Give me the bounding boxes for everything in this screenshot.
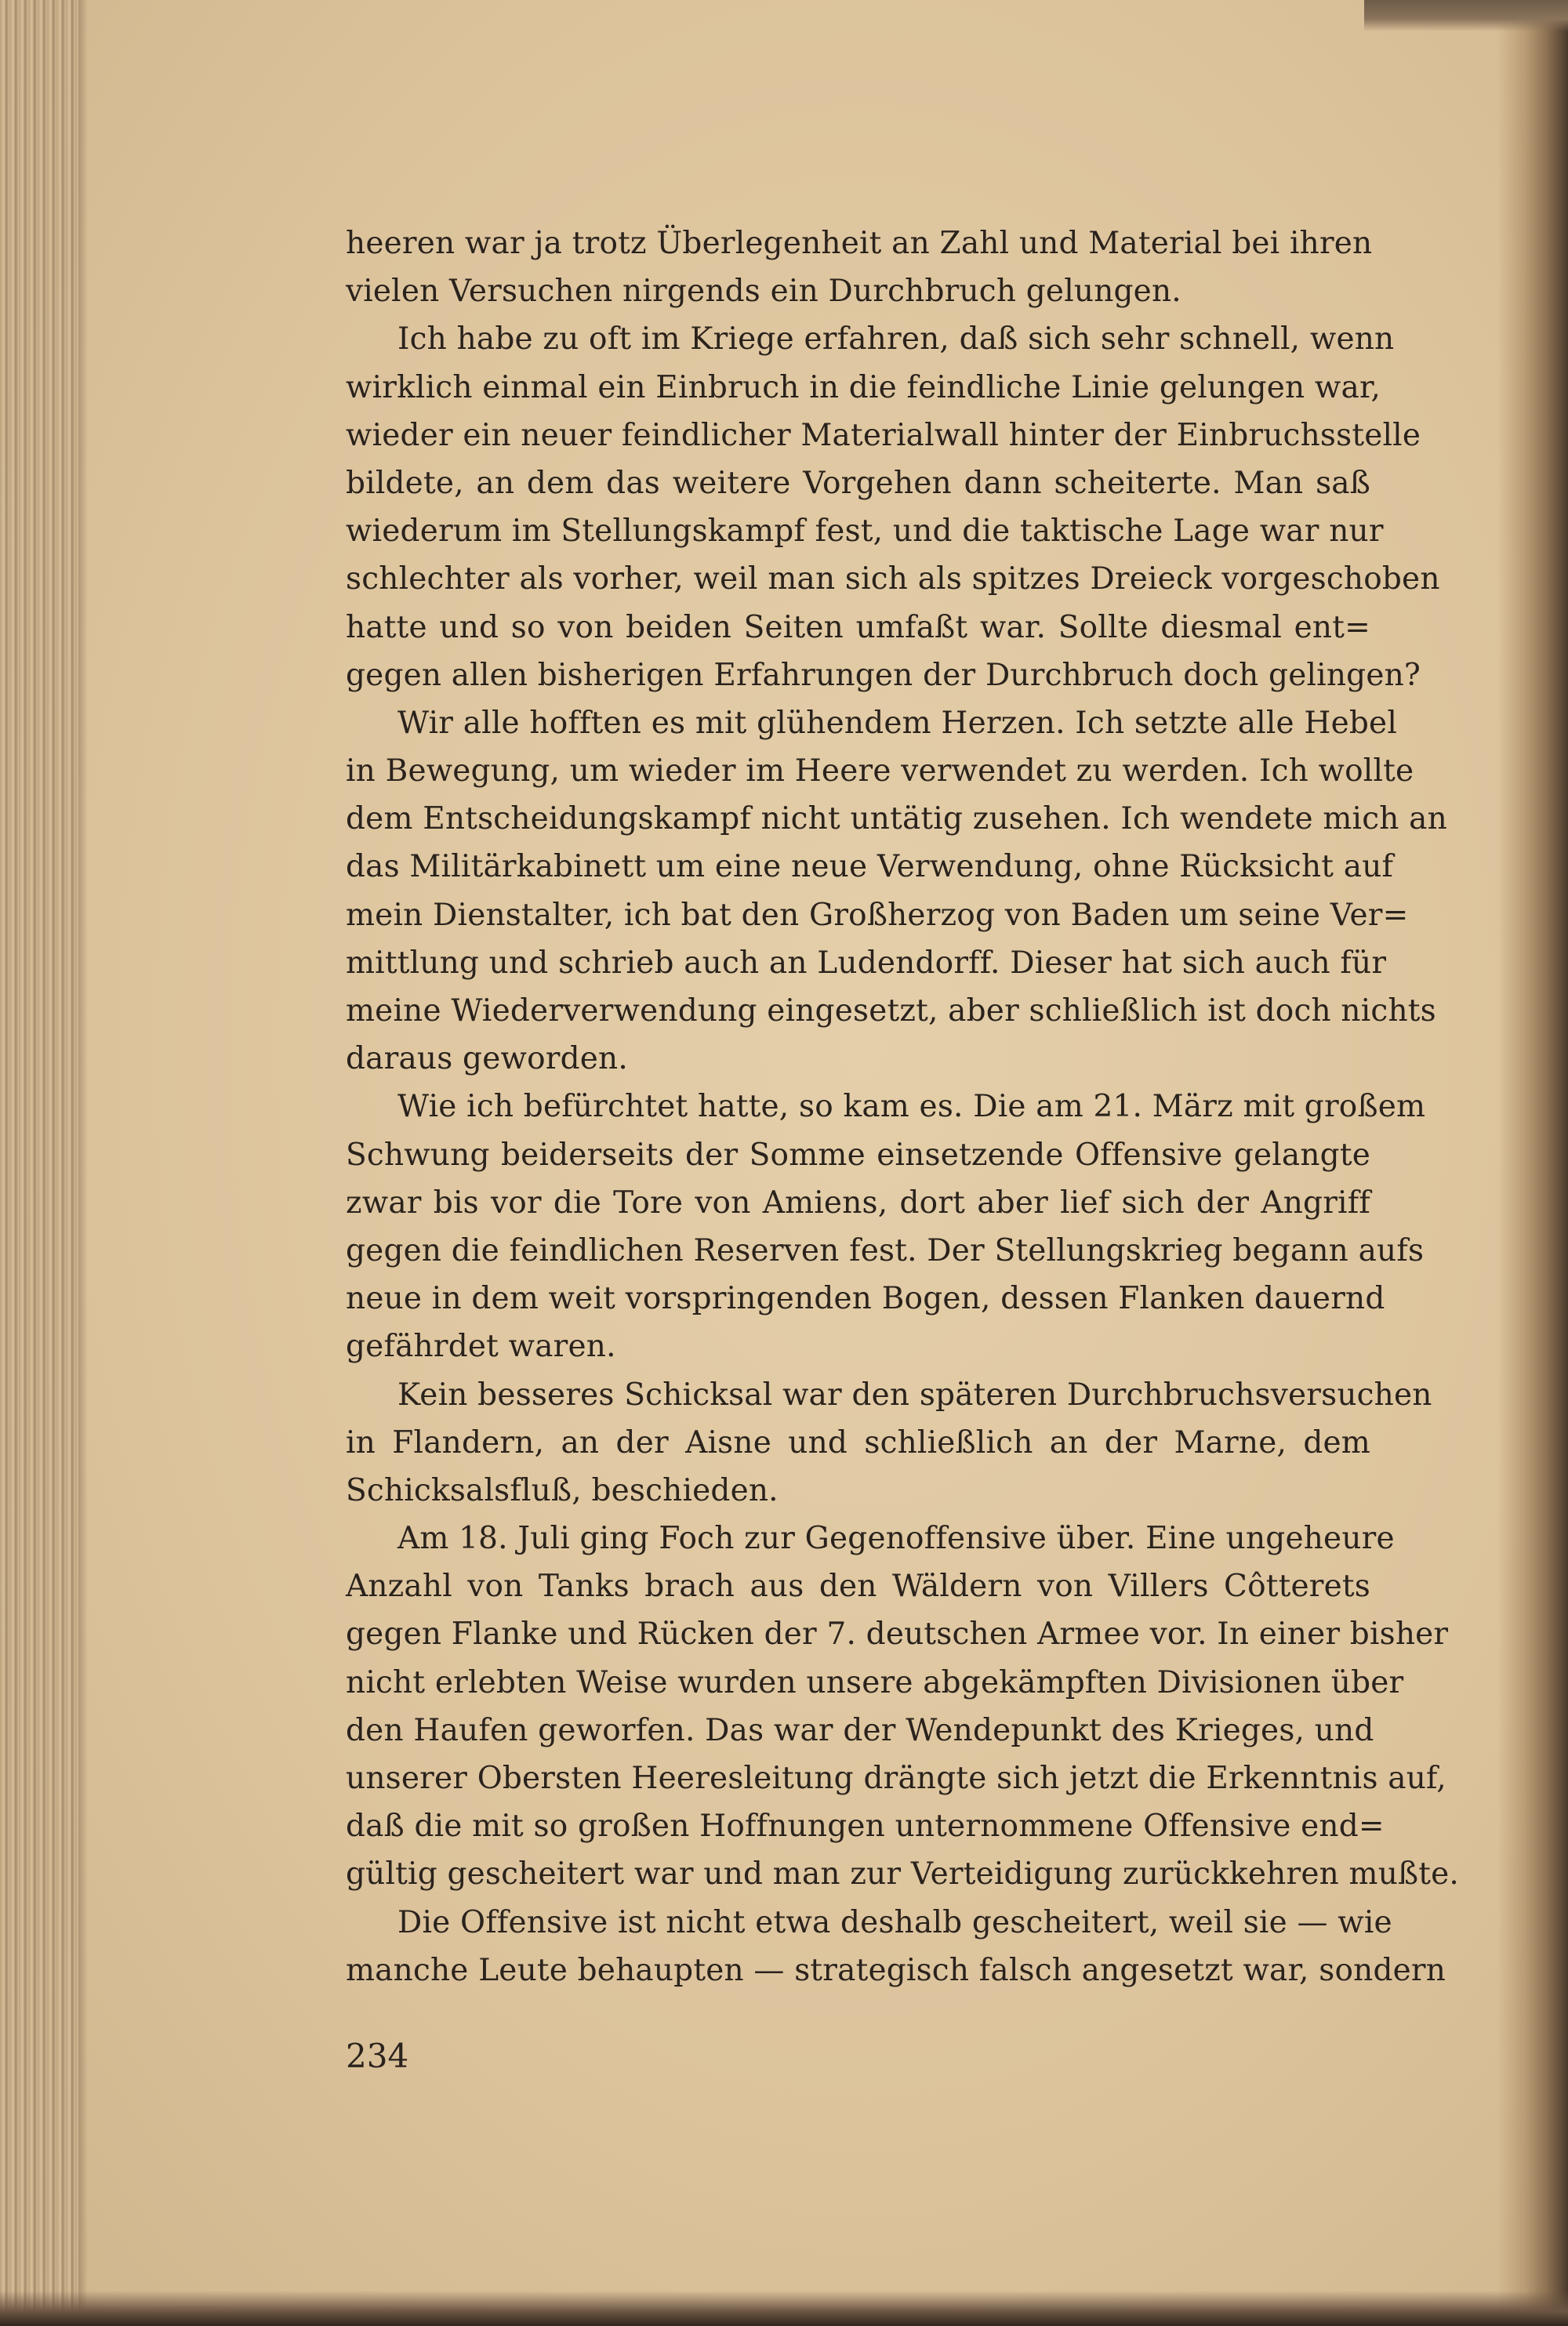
text-line: mittlung und schrieb auch an Ludendorff. Dieser hat sich auch für bbox=[346, 945, 1387, 981]
text-line: Kein besseres Schicksal war den späteren Durchbruchsversuchen bbox=[397, 1377, 1432, 1413]
text-line: den Haufen geworfen. Das war der Wendepunkt des Krieges, und bbox=[346, 1712, 1374, 1748]
text-line: Schwung beiderseits der Somme einsetzende Offensive gelangte bbox=[346, 1137, 1370, 1173]
text-line: gegen Flanke und Rücken der 7. deutschen Armee vor. In einer bisher bbox=[346, 1617, 1449, 1653]
body-text bbox=[346, 220, 1460, 1994]
text-line: Anzahl von Tanks brach aus den Wäldern von Villers Côtterets bbox=[346, 1569, 1370, 1605]
page-bottom-edge bbox=[0, 2291, 1568, 2326]
text-line: zwar bis vor die Tore von Amiens, dort aber lief sich der Angriff bbox=[346, 1185, 1370, 1221]
text-line: gegen die feindlichen Reserven fest. Der Stellungskrieg begann aufs bbox=[346, 1232, 1425, 1268]
text-line: das Militärkabinett um eine neue Verwendung, ohne Rücksicht auf bbox=[346, 849, 1394, 885]
text-line: gegen allen bisherigen Erfahrungen der Durchbruch doch gelingen? bbox=[346, 657, 1421, 693]
text-line: Wie ich befürchtet hatte, so kam es. Die am 21. März mit großem bbox=[397, 1089, 1426, 1125]
text-line: gültig gescheitert war und man zur Verteidigung zurückkehren mußte. bbox=[346, 1856, 1460, 1892]
text-line: bildete, an dem das weitere Vorgehen dann scheiterte. Man saß bbox=[346, 465, 1370, 501]
text-line: Wir alle hofften es mit glühendem Herzen. Ich setzte alle Hebel bbox=[397, 705, 1398, 741]
text-line: vielen Versuchen nirgends ein Durchbruch gelungen. bbox=[346, 274, 1181, 310]
text-line: wiederum im Stellungskampf fest, und die taktische Lage war nur bbox=[346, 513, 1384, 550]
text-line: schlechter als vorher, weil man sich als spitzes Dreieck vorgeschoben bbox=[346, 561, 1440, 597]
text-line: neue in dem weit vorspringenden Bogen, dessen Flanken dauernd bbox=[346, 1281, 1385, 1317]
text-line: gefährdet waren. bbox=[346, 1329, 616, 1365]
page-stack-edge bbox=[0, 0, 78, 2326]
text-line: wieder ein neuer feindlicher Materialwall hinter der Einbruchsstelle bbox=[346, 417, 1421, 453]
text-line: nicht erlebten Weise wurden unsere abgekämpften Divisionen über bbox=[346, 1664, 1404, 1700]
text-line: in Bewegung, um wieder im Heere verwendet zu werden. Ich wollte bbox=[346, 753, 1414, 789]
page-top-edge bbox=[1364, 0, 1568, 31]
text-line: wirklich einmal ein Einbruch in die feindliche Linie gelungen war, bbox=[346, 369, 1381, 405]
text-line: Die Offensive ist nicht etwa deshalb gescheitert, weil sie — wie bbox=[397, 1904, 1392, 1940]
text-line: manche Leute behaupten — strategisch falsch angesetzt war, sondern bbox=[346, 1952, 1446, 1988]
text-line: daraus geworden. bbox=[346, 1041, 628, 1077]
text-line: daß die mit so großen Hoffnungen unternommene Offensive end= bbox=[346, 1809, 1385, 1845]
page-number: 234 bbox=[346, 2037, 409, 2075]
text-line: unserer Obersten Heeresleitung drängte sich jetzt die Erkenntnis auf, bbox=[346, 1761, 1446, 1796]
text-line: dem Entscheidungskampf nicht untätig zusehen. Ich wendete mich an bbox=[346, 801, 1447, 837]
text-line: Ich habe zu oft im Kriege erfahren, daß sich sehr schnell, wenn bbox=[397, 321, 1395, 357]
text-line: Am 18. Juli ging Foch zur Gegenoffensive über. Eine ungeheure bbox=[397, 1521, 1395, 1557]
text-line: heeren war ja trotz Überlegenheit an Zahl und Material bei ihren bbox=[346, 226, 1373, 261]
text-line: Schicksalsfluß, beschieden. bbox=[346, 1472, 779, 1508]
text-line: meine Wiederverwendung eingesetzt, aber schließlich ist doch nichts bbox=[346, 993, 1436, 1029]
text-line: mein Dienstalter, ich bat den Großherzog von Baden um seine Ver= bbox=[346, 897, 1409, 933]
text-line: in Flandern, an der Aisne und schließlich an der Marne, dem bbox=[346, 1424, 1370, 1461]
page-right-edge bbox=[1497, 0, 1568, 2326]
text-line: hatte und so von beiden Seiten umfaßt war. Sollte diesmal ent= bbox=[346, 609, 1370, 645]
